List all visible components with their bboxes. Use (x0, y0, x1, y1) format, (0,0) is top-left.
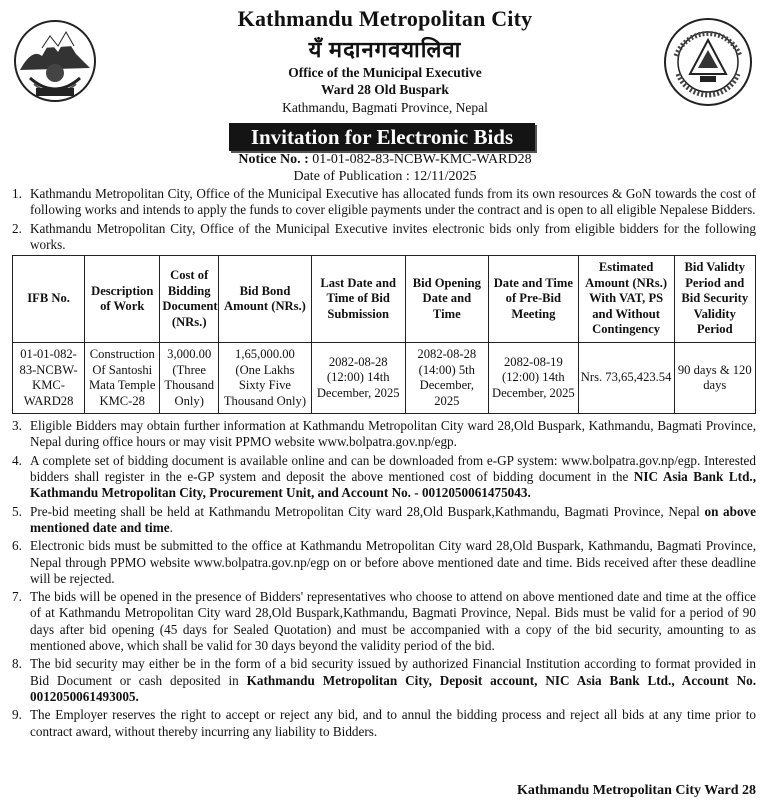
table-header: Bid Bond Amount (NRs.) (219, 256, 312, 343)
list-item: 4. A complete set of bidding document is available online and can be downloaded from e-GP system: www.bolpatra.gov.np/egp. Interested bidders shall register in the e-GP system and deposit the above mentioned cost of bidding document in the NIC Asia Bank Ltd., Kathmandu Metropolitan City, Procurement Unit, and Account No. - 0012050061475043. (12, 452, 756, 501)
nepal-emblem-logo (12, 18, 98, 104)
nepali-city-title: यँ मदानगवयालिवा (308, 37, 462, 62)
kmc-seal-logo (662, 16, 754, 108)
list-item: 8. The bid security may either be in the form of a bid security issued by authorized Financial Institution according to format provided in Bid Document or cash deposited in Kathmandu Metropolitan City, Deposit account, NIC Asia Bank Ltd., Account No. 0012050061493005. (12, 656, 757, 704)
table-cell: 90 days & 120 days (674, 343, 755, 414)
list-item: 1. Kathmandu Metropolitan City, Office of the Municipal Executive has allocated funds from its own resources & GoN towards the cost of following works and intends to apply the funds to cover eligible payments under the contract and is open to all eligible Nepalese Bidders. (12, 186, 756, 218)
table-row (13, 343, 756, 414)
signature-line: Kathmandu Metropolitan City Ward 28 (516, 783, 756, 798)
table-header: Description of Work (85, 256, 160, 343)
invitation-banner: Invitation for Electronic Bids (229, 123, 535, 151)
table-header: IFB No. (13, 256, 85, 343)
table-header: Cost of Bidding Document (NRs.) (160, 256, 219, 343)
list-item: 2. Kathmandu Metropolitan City, Office of the Municipal Executive invites electronic bids only from eligible bidders for the following works. (12, 220, 756, 252)
table-cell: 2082-08-28 (14:00) 5th December, 2025 (405, 343, 488, 414)
table-header: Bid Validty Period and Bid Security Validity Period (674, 256, 755, 343)
publication-date: Date of Publication : 12/11/2025 (293, 169, 477, 184)
table-cell: 2082-08-19 (12:00) 14th December, 2025 (489, 343, 579, 414)
table-header-row (13, 256, 756, 343)
address: Kathmandu, Bagmati Province, Nepal (282, 100, 488, 115)
list-item: 6. Electronic bids must be submitted to the office at Kathmandu Metropolitan City ward 28,Old Buspark, Kathmandu, Bagmati Province, Nepal through PPMO website www.bolpatra.gov.np/egp on or before above mentioned date and time. Bids received after these deadline will be rejected. (12, 538, 756, 586)
header (0, 4, 771, 154)
table-header: Date and Time of Pre-Bid Meeting (489, 256, 579, 343)
notice-number: Notice No. : 01-01-082-83-NCBW-KMC-WARD28 (238, 152, 532, 167)
table-header: Bid Opening Date and Time (405, 256, 488, 343)
table-cell: 3,000.00 (Three Thousand Only) (160, 343, 219, 414)
list-item: 7. The bids will be opened in the presence of Bidders' representatives who choose to attend on above mentioned date and time at the office of at Kathmandu Metropolitan City ward 28,Old Buspark,Kathmandu, Bagmati Province, Nepal. Bids must be valid for a period of 90 days after bid opening (45 days for Sealed Quotation) and must be accompanied with a copy of the bid security, amounting to as mentioned above, which shall be valid for 30 days beyond the validity period of the bid. (12, 589, 756, 654)
list-item: 5. Pre-bid meeting shall be held at Kathmandu Metropolitan City ward 28,Old Buspark,Kathmandu, Bagmati Province, Nepal on above mentioned date and time. (12, 503, 756, 535)
table-cell: 1,65,000.00 (One Lakhs Sixty Five Thousand Only) (219, 343, 312, 414)
list-item: 9. The Employer reserves the right to accept or reject any bid, and to annul the bidding process and reject all bids at any time prior to contract award, without thereby incurring any liability to Bidders. (12, 707, 756, 739)
table-cell: Nrs. 73,65,423.54 (578, 343, 674, 414)
office-name: Office of the Municipal Executive (288, 65, 482, 80)
city-title: Kathmandu Metropolitan City (237, 6, 533, 31)
table-header: Last Date and Time of Bid Submission (311, 256, 405, 343)
list-item: 3. Eligible Bidders may obtain further information at Kathmandu Metropolitan City ward 28,Old Buspark, Kathmandu, Bagmati Province, Nepal during office hours or may visit PPMO website www.bolpatra.gov.np/egp. (12, 418, 756, 450)
table-header: Estimated Amount (NRs.) With VAT, PS and Without Contingency (578, 256, 674, 343)
notice-body (12, 186, 756, 742)
table-cell: 01-01-082-83-NCBW-KMC-WARD28 (13, 343, 85, 414)
bid-works-table (12, 255, 756, 414)
ward-name: Ward 28 Old Buspark (321, 82, 449, 97)
table-cell: 2082-08-28 (12:00) 14th December, 2025 (311, 343, 405, 414)
table-cell: Construction Of Santoshi Mata Temple KMC-28 (85, 343, 160, 414)
